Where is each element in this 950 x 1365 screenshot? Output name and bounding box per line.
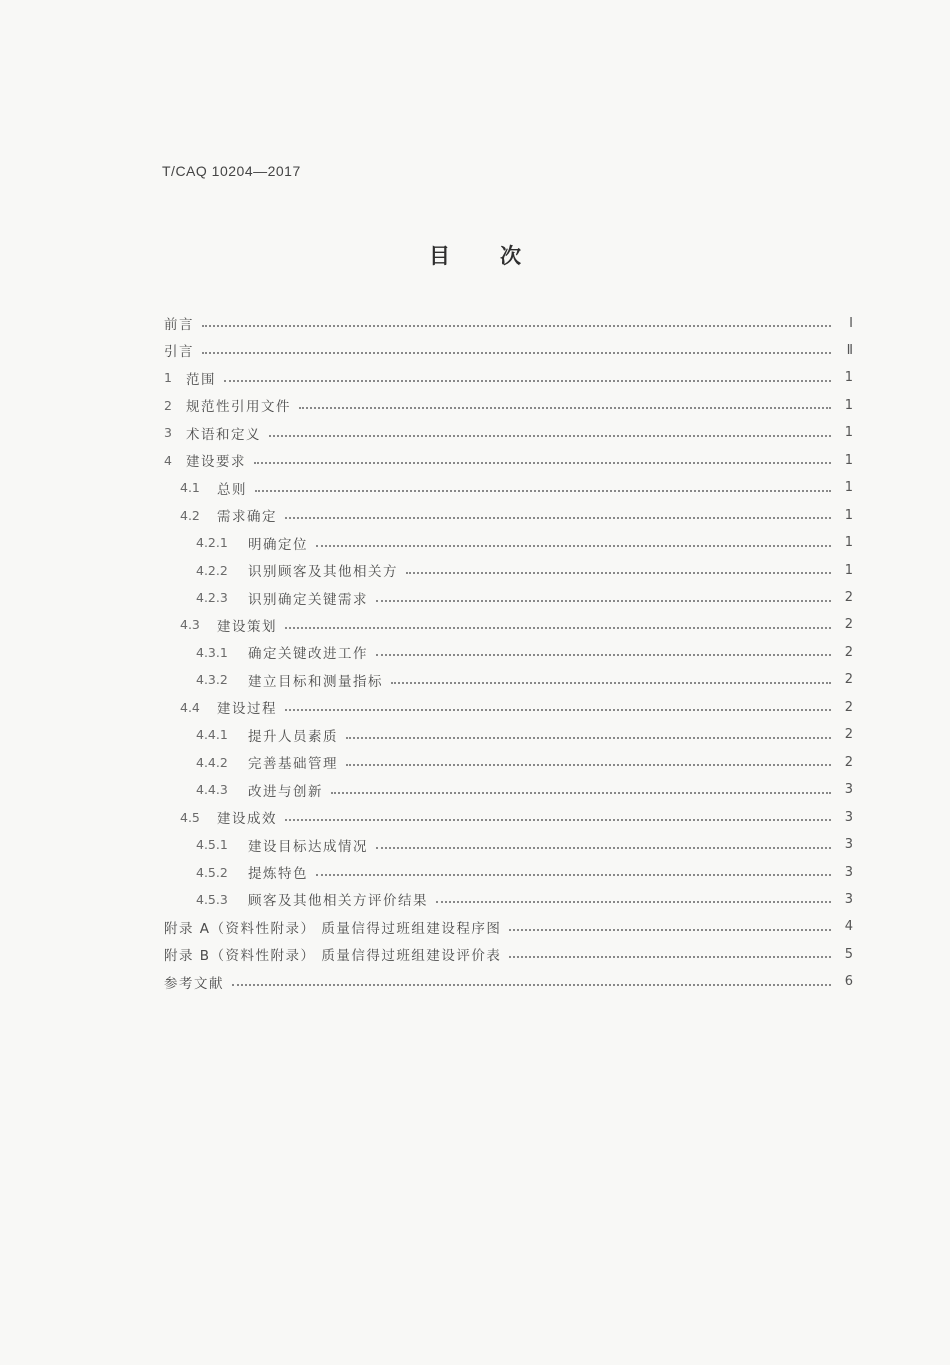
toc-entry-title: 识别顾客及其他相关方 bbox=[248, 564, 398, 581]
toc-entry-page: 1 bbox=[844, 425, 853, 441]
toc-dot-leader bbox=[299, 407, 831, 409]
toc-entry-title: 引言 bbox=[164, 344, 194, 361]
toc-entry-number: 4.4.2 bbox=[196, 754, 228, 770]
toc-entry-page: 2 bbox=[844, 699, 853, 715]
toc-entry-title: 识别确定关键需求 bbox=[248, 591, 368, 608]
toc-entry-page: 4 bbox=[844, 919, 853, 935]
toc-entry[interactable] bbox=[196, 529, 853, 557]
toc-entry-title: 建立目标和测量指标 bbox=[248, 673, 383, 690]
toc-dot-leader bbox=[331, 792, 831, 794]
toc-entry-page: 1 bbox=[844, 452, 853, 468]
toc-entry[interactable] bbox=[196, 885, 853, 913]
toc-entry-page: 2 bbox=[844, 644, 853, 660]
toc-entry-number: 3 bbox=[164, 425, 172, 441]
toc-entry-title: 参考文献 bbox=[164, 975, 224, 992]
toc-entry-page: 5 bbox=[844, 946, 853, 962]
toc-dot-leader bbox=[346, 764, 831, 766]
toc-entry[interactable] bbox=[180, 693, 853, 721]
toc-entry-page: 1 bbox=[844, 370, 853, 386]
toc-entry-page: 1 bbox=[844, 480, 853, 496]
toc-entry-page: 3 bbox=[844, 864, 853, 880]
toc-entry-title: 明确定位 bbox=[248, 536, 308, 553]
toc-entry[interactable] bbox=[164, 309, 853, 337]
standard-code: T/CAQ 10204—2017 bbox=[162, 163, 301, 179]
toc-entry-number: 4 bbox=[164, 452, 172, 468]
toc-entry-page: 2 bbox=[844, 754, 853, 770]
toc-entry[interactable] bbox=[196, 776, 853, 804]
toc-entry-number: 2 bbox=[164, 397, 172, 413]
toc-dot-leader bbox=[202, 325, 831, 327]
toc-entry-title: 附录 A（资料性附录） 质量信得过班组建设程序图 bbox=[164, 920, 502, 937]
toc-dot-leader bbox=[376, 847, 831, 849]
toc-entry[interactable] bbox=[196, 831, 853, 859]
toc-entry-title: 术语和定义 bbox=[186, 426, 261, 443]
toc-dot-leader bbox=[391, 682, 831, 684]
toc-dot-leader bbox=[346, 737, 831, 739]
toc-entry-number: 4.4.3 bbox=[196, 782, 228, 798]
toc-entry-number: 4.1 bbox=[180, 480, 200, 496]
toc-dot-leader bbox=[285, 819, 831, 821]
toc-dot-leader bbox=[509, 956, 831, 958]
toc-entry[interactable] bbox=[164, 364, 853, 392]
toc-entry-page: 2 bbox=[844, 672, 853, 688]
toc-dot-leader bbox=[254, 462, 831, 464]
toc-entry-number: 4.5.3 bbox=[196, 891, 228, 907]
toc-entry-page: 3 bbox=[844, 891, 853, 907]
toc-dot-leader bbox=[255, 490, 831, 492]
toc-entry-page: 3 bbox=[844, 782, 853, 798]
toc-entry-page: 1 bbox=[844, 535, 853, 551]
toc-entry-title: 前言 bbox=[164, 317, 194, 333]
toc-entry[interactable] bbox=[164, 940, 853, 968]
title-char-1: 目 bbox=[429, 244, 450, 268]
toc-entry-title: 提升人员素质 bbox=[248, 728, 338, 745]
toc-entry-number: 4.5 bbox=[180, 809, 200, 825]
toc-entry-number: 4.5.2 bbox=[196, 864, 228, 880]
toc-entry-title: 附录 B（资料性附录） 质量信得过班组建设评价表 bbox=[164, 948, 502, 965]
toc-entry-title: 建设策划 bbox=[217, 618, 277, 635]
toc-entry[interactable] bbox=[196, 666, 853, 694]
toc-entry[interactable] bbox=[164, 446, 853, 474]
toc-entry[interactable] bbox=[164, 419, 853, 447]
toc-entry-title: 建设要求 bbox=[186, 454, 246, 471]
toc-entry-title: 范围 bbox=[186, 371, 216, 388]
toc-entry-page: Ⅱ bbox=[846, 342, 853, 358]
toc-entry-number: 4.4 bbox=[180, 699, 200, 715]
toc-dot-leader bbox=[232, 984, 831, 986]
toc-entry-number: 4.2.1 bbox=[196, 535, 228, 551]
toc-entry-page: 6 bbox=[844, 974, 853, 990]
toc-entry-title: 顾客及其他相关方评价结果 bbox=[248, 893, 428, 910]
toc-entry-title: 建设过程 bbox=[217, 701, 277, 718]
toc-entry-title: 改进与创新 bbox=[248, 783, 323, 800]
toc-entry-page: 2 bbox=[844, 590, 853, 605]
toc-dot-leader bbox=[316, 545, 831, 547]
toc-entry-title: 建设目标达成情况 bbox=[248, 838, 368, 855]
toc-dot-leader bbox=[376, 600, 831, 602]
toc-entry-title: 规范性引用文件 bbox=[186, 399, 291, 416]
toc-dot-leader bbox=[376, 654, 831, 656]
toc-entry-number: 4.3 bbox=[180, 617, 200, 633]
toc-entry-number: 4.2.3 bbox=[196, 590, 228, 605]
page-title bbox=[0, 240, 950, 270]
toc-entry-number: 4.2 bbox=[180, 507, 200, 523]
toc-entry-title: 确定关键改进工作 bbox=[248, 646, 368, 663]
toc-entry[interactable] bbox=[196, 721, 853, 749]
toc-entry[interactable] bbox=[164, 913, 853, 941]
toc-entry[interactable] bbox=[164, 391, 853, 419]
toc-entry-title: 建设成效 bbox=[217, 811, 277, 828]
toc-dot-leader bbox=[509, 929, 831, 931]
toc-entry-number: 4.2.2 bbox=[196, 562, 228, 578]
toc-dot-leader bbox=[406, 572, 831, 574]
toc-entry[interactable] bbox=[164, 968, 853, 996]
toc-entry-page: 1 bbox=[844, 507, 853, 523]
toc-entry-number: 1 bbox=[164, 370, 172, 386]
toc-dot-leader bbox=[269, 435, 831, 437]
toc-entry-page: Ⅰ bbox=[849, 315, 853, 331]
toc-dot-leader bbox=[285, 709, 831, 711]
toc-entry-title: 提炼特色 bbox=[248, 866, 308, 882]
toc-entry-number: 4.3.2 bbox=[196, 672, 228, 688]
toc-entry-title: 完善基础管理 bbox=[248, 756, 338, 773]
toc-entry-page: 2 bbox=[844, 617, 853, 633]
toc-entry[interactable] bbox=[196, 858, 853, 886]
toc-entry[interactable] bbox=[196, 556, 853, 584]
toc-entry[interactable] bbox=[180, 803, 853, 831]
toc-entry[interactable] bbox=[180, 501, 853, 529]
toc-dot-leader bbox=[285, 627, 831, 629]
toc-entry-number: 4.5.1 bbox=[196, 837, 228, 853]
toc-entry[interactable] bbox=[164, 336, 853, 364]
toc-entry-title: 需求确定 bbox=[217, 509, 277, 526]
toc-entry-number: 4.4.1 bbox=[196, 727, 228, 743]
toc-entry-page: 2 bbox=[844, 727, 853, 743]
toc-entry-page: 1 bbox=[844, 397, 853, 413]
title-char-2: 次 bbox=[500, 244, 521, 268]
toc-entry[interactable] bbox=[196, 748, 853, 776]
toc-dot-leader bbox=[202, 352, 831, 354]
toc-entry-page: 1 bbox=[844, 562, 853, 578]
toc-dot-leader bbox=[316, 874, 831, 876]
toc-entry-page: 3 bbox=[844, 837, 853, 853]
toc-dot-leader bbox=[224, 380, 831, 382]
toc-entry[interactable] bbox=[196, 638, 853, 666]
toc-entry[interactable] bbox=[196, 584, 853, 612]
toc-entry-page: 3 bbox=[844, 809, 853, 825]
toc-entry-number: 4.3.1 bbox=[196, 644, 228, 660]
toc-entry[interactable] bbox=[180, 611, 853, 639]
toc-dot-leader bbox=[285, 517, 831, 519]
toc-dot-leader bbox=[436, 901, 831, 903]
toc-entry-title: 总则 bbox=[217, 481, 247, 498]
toc-entry[interactable] bbox=[180, 474, 853, 502]
